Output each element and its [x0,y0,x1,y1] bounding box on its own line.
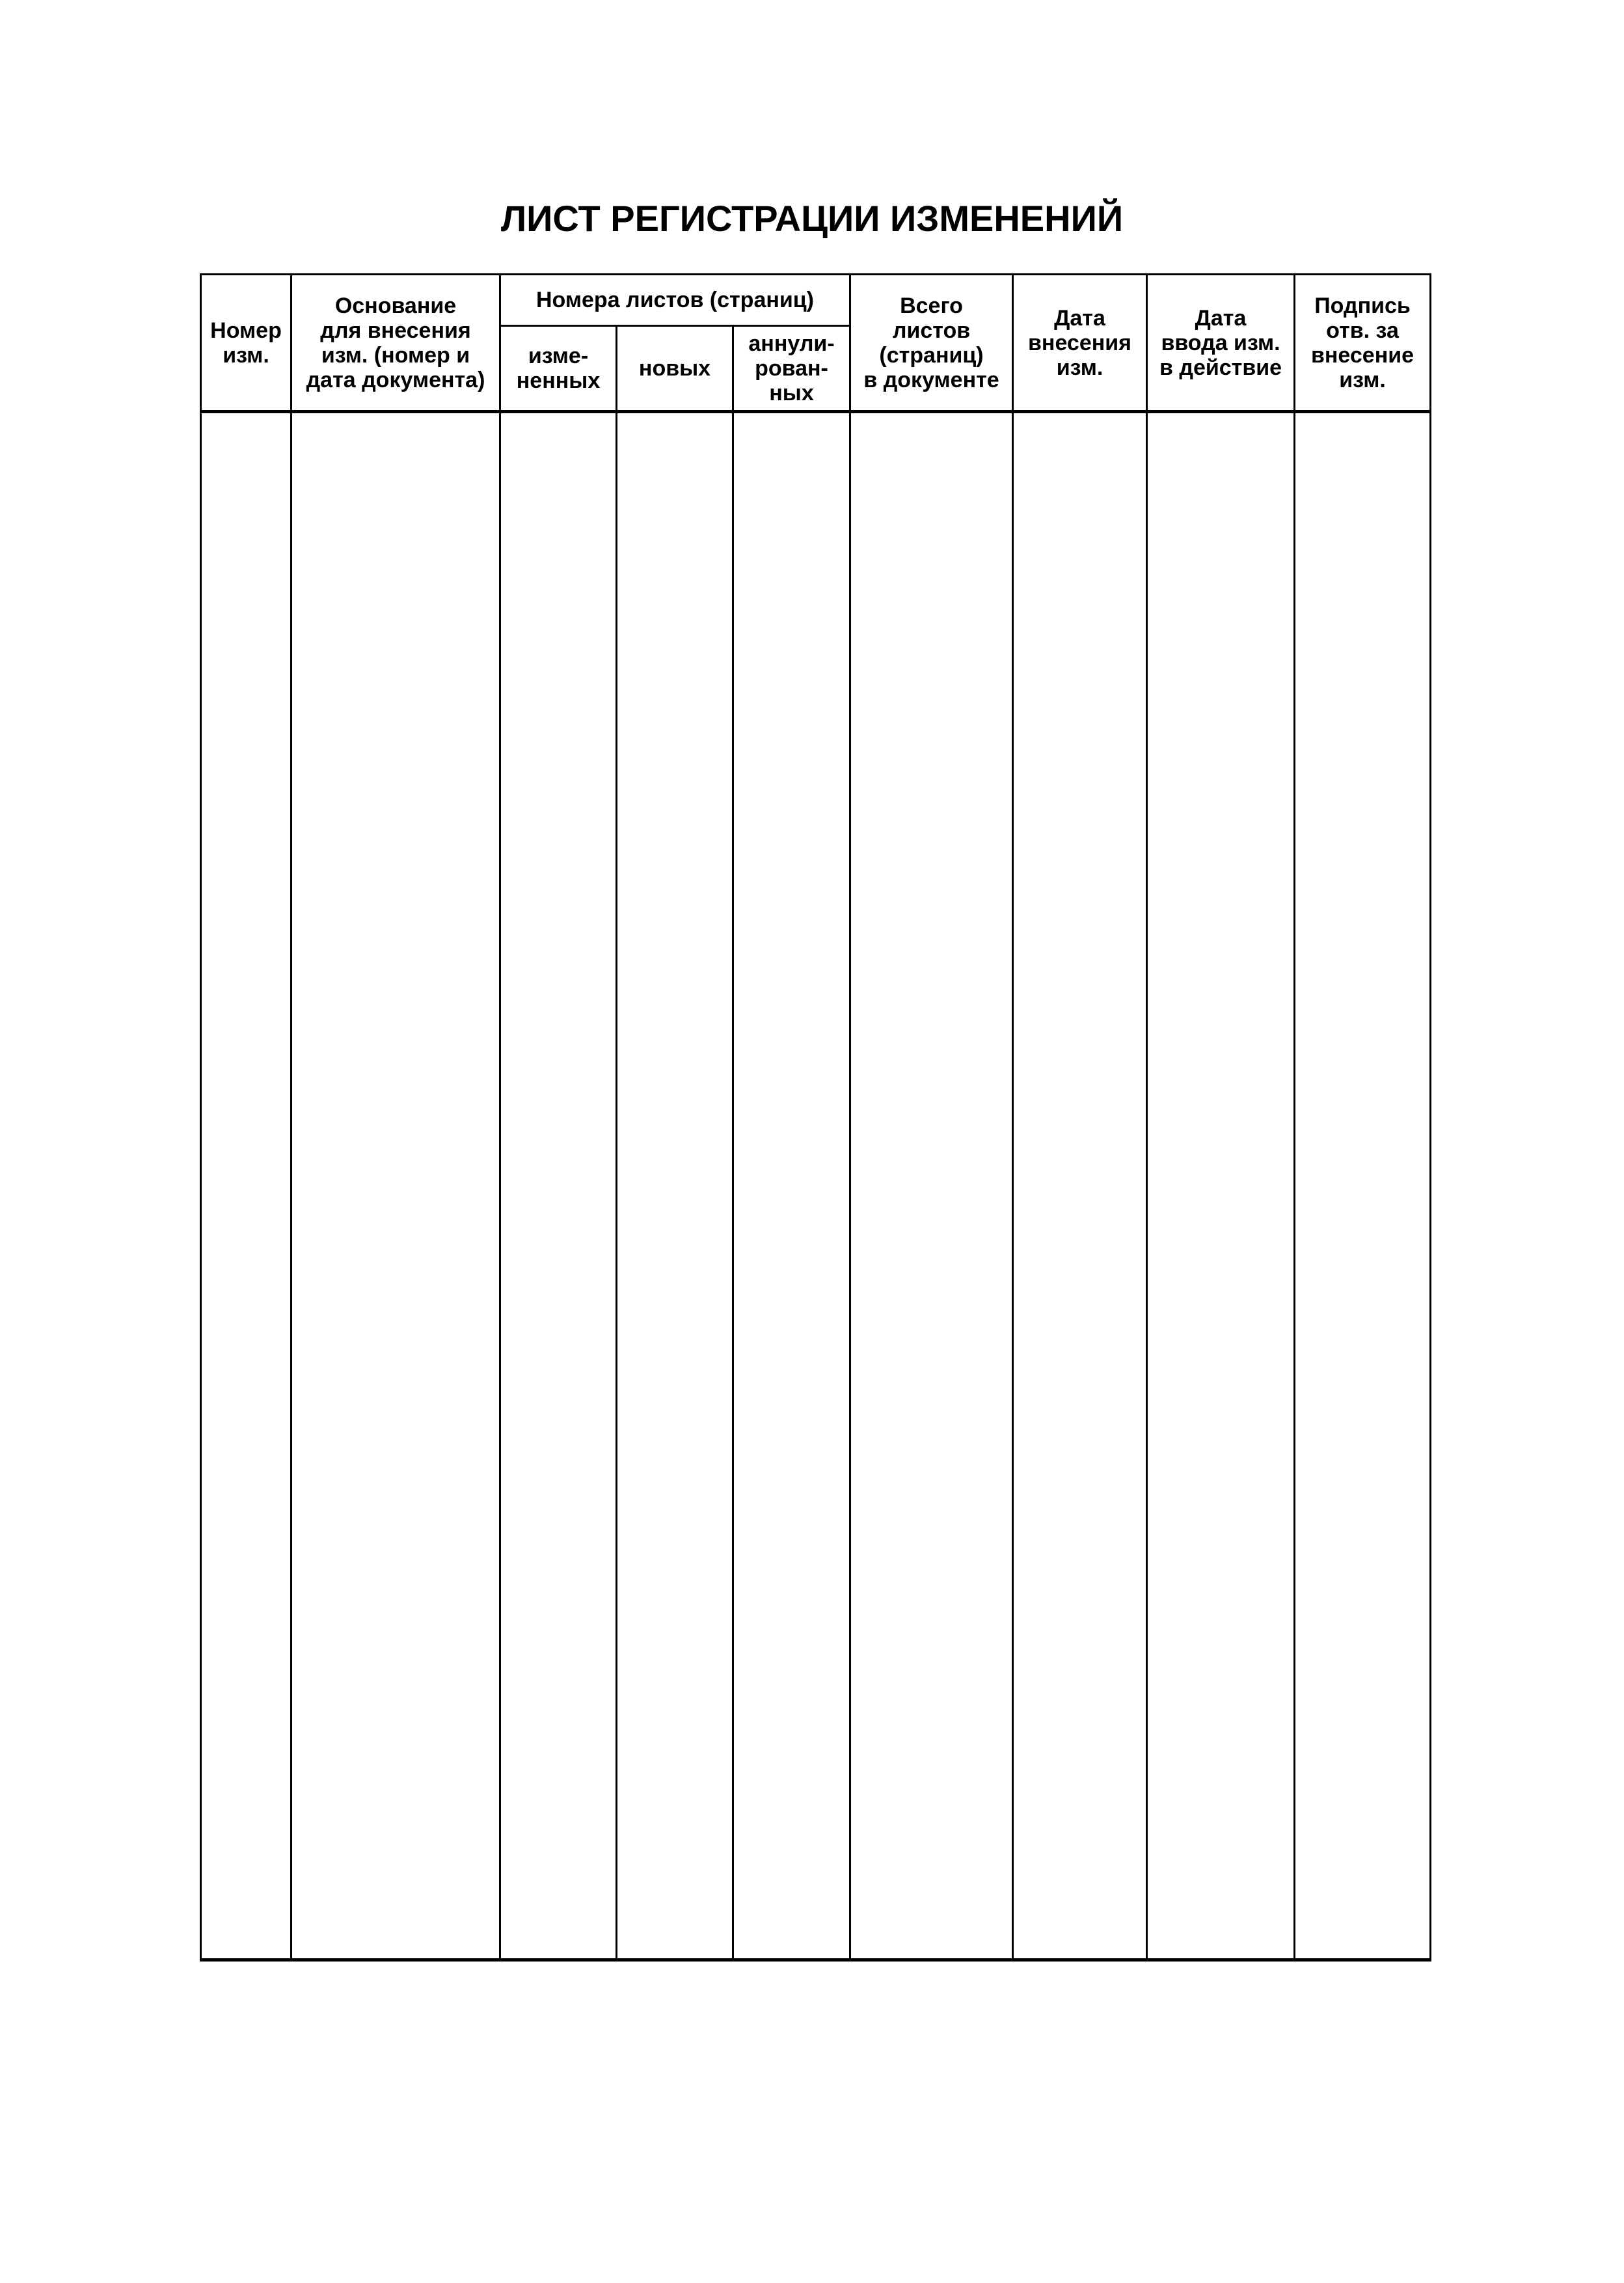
header-total [850,275,1013,412]
header-sheets-group-label: Номера листов (страниц) [536,288,815,312]
table-header-row [201,275,1431,326]
header-basis [291,275,500,412]
table-row [201,412,1431,1960]
header-signature [1295,275,1431,412]
header-new-label: новых [638,356,711,381]
cell-entry-date[interactable] [1013,412,1147,1960]
cell-changed[interactable] [500,412,617,1960]
cell-annulled[interactable] [733,412,850,1960]
header-changed [500,326,617,412]
header-total-label: Всего листов (страниц) в документе [863,293,999,392]
header-signature-label: Подпись отв. за внесение изм. [1310,293,1414,392]
header-basis-label: Основание для внесения изм. (номер и дата документа) [306,293,485,392]
header-entry-date-label: Дата внесения изм. [1028,305,1132,380]
header-effective-date-label: Дата ввода изм. в действие [1159,305,1282,380]
cell-new[interactable] [617,412,733,1960]
header-annulled [733,326,850,412]
header-number [201,275,291,412]
header-sheets-group [500,275,850,326]
header-new [617,326,733,412]
cell-total[interactable] [850,412,1013,1960]
page-title: ЛИСТ РЕГИСТРАЦИИ ИЗМЕНЕНИЙ [500,198,1124,239]
header-annulled-label: аннули- рован- ных [748,331,835,405]
header-entry-date [1013,275,1147,412]
header-number-label: Номер изм. [210,318,282,368]
cell-signature[interactable] [1295,412,1431,1960]
cell-number[interactable] [201,412,291,1960]
header-effective-date [1147,275,1295,412]
change-registration-table [200,273,1431,1962]
header-changed-label: изме- ненных [516,344,601,393]
cell-basis[interactable] [291,412,500,1960]
cell-effective-date[interactable] [1147,412,1295,1960]
